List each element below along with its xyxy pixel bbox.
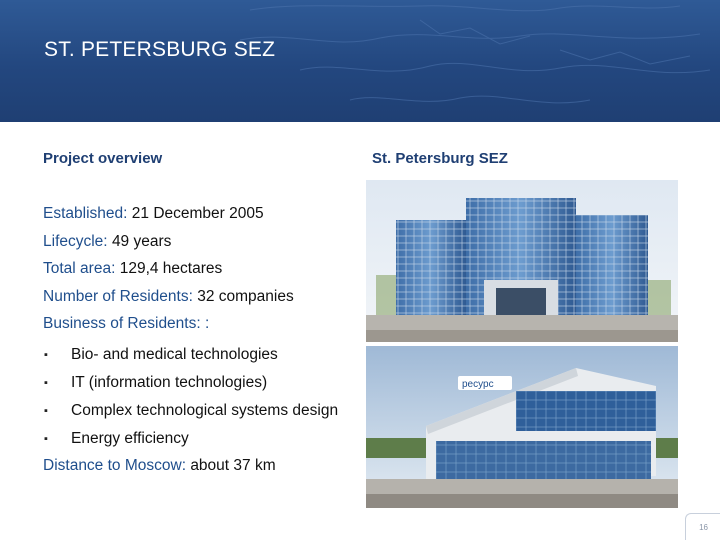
residents-value: 32 companies — [197, 287, 294, 305]
total-area-label: Total area: — [43, 260, 116, 277]
total-area-row — [43, 259, 353, 287]
residents-label: Number of Residents: — [43, 287, 193, 305]
resident-building-photo — [366, 346, 678, 508]
list-item — [43, 428, 353, 450]
bullet-square-icon: ▪ — [44, 433, 48, 445]
list-item — [43, 400, 353, 422]
business-row — [43, 314, 353, 344]
business-label: Business of Residents: : — [43, 315, 210, 332]
project-overview-list — [43, 204, 353, 484]
lifecycle-row — [43, 232, 353, 260]
total-area-value: 129,4 hectares — [119, 260, 223, 277]
title-banner — [0, 0, 720, 122]
bullet-text: Bio- and medical technologies — [71, 346, 278, 363]
lifecycle-label: Lifecycle: — [43, 232, 108, 250]
established-row — [43, 204, 353, 232]
photos-heading: St. Petersburg SEZ — [372, 150, 508, 167]
distance-label: Distance to Moscow: — [43, 457, 186, 474]
page-title: ST. PETERSBURG SEZ — [44, 38, 276, 61]
distance-row — [43, 456, 353, 484]
bullet-square-icon: ▪ — [44, 377, 48, 389]
lifecycle-value: 49 years — [111, 232, 172, 250]
technopark-building-photo — [366, 180, 678, 342]
residents-row — [43, 287, 353, 315]
bullet-text: Energy efficiency — [71, 430, 189, 447]
bullet-text: IT (information technologies) — [71, 374, 268, 391]
project-overview-heading: Project overview — [43, 150, 163, 167]
page-number: 16 — [699, 523, 708, 532]
list-item — [43, 372, 353, 394]
distance-value: about 37 km — [190, 457, 276, 474]
established-value: 21 December 2005 — [131, 205, 264, 222]
building-sign-text: ресурс — [462, 379, 494, 390]
list-item — [43, 344, 353, 366]
bullet-text: Complex technological systems design — [71, 402, 339, 419]
established-label: Established: — [43, 205, 128, 222]
business-bullet-list — [43, 344, 353, 450]
bullet-square-icon: ▪ — [44, 349, 48, 361]
bullet-square-icon: ▪ — [44, 405, 48, 417]
